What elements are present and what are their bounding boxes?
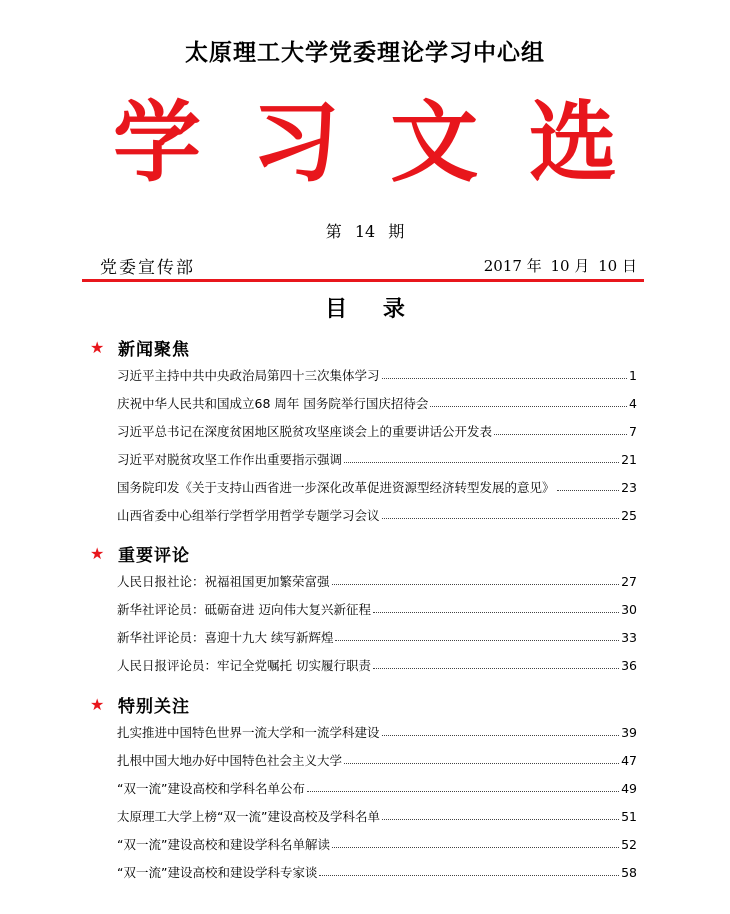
date-month: 10 月 — [550, 257, 590, 275]
star-icon: ★ — [90, 694, 105, 714]
issue-value: 14 — [354, 222, 376, 241]
toc-section-commentary — [90, 539, 640, 679]
leader-dots — [373, 612, 619, 613]
entry-page: 36 — [621, 657, 637, 673]
section-heading — [90, 539, 640, 567]
entry-page: 47 — [621, 752, 637, 768]
toc-entry[interactable] — [117, 746, 637, 774]
toc-entry[interactable] — [117, 802, 637, 830]
issue-prefix: 第 — [325, 222, 342, 241]
entry-page: 52 — [621, 836, 637, 852]
toc-entry-list — [117, 718, 637, 886]
title-char: 选 — [528, 90, 617, 194]
entry-title: “双一流”建设高校和建设学科名单解读 — [117, 837, 330, 852]
toc-section-news — [90, 333, 640, 529]
entry-title: 习近平对脱贫攻坚工作作出重要指示强调 — [117, 452, 343, 467]
entry-title: 太原理工大学上榜“双一流”建设高校及学科名单 — [117, 809, 380, 824]
entry-title: 人民日报社论：祝福祖国更加繁荣富强 — [117, 574, 330, 589]
leader-dots — [382, 819, 619, 820]
entry-title: 新华社评论员：砥砺奋进 迈向伟大复兴新征程 — [117, 602, 371, 617]
toc-entry[interactable] — [117, 473, 637, 501]
leader-dots — [430, 406, 627, 407]
section-title: 重要评论 — [118, 545, 190, 566]
entry-title: 庆祝中华人民共和国成立68 周年 国务院举行国庆招待会 — [117, 396, 429, 411]
toc-heading — [0, 292, 730, 323]
department-name: 党委宣传部 — [100, 258, 195, 278]
toc-entry[interactable] — [117, 417, 637, 445]
leader-dots — [382, 518, 620, 519]
title-char: 学 — [113, 90, 202, 194]
toc-section-special-focus — [90, 690, 640, 886]
toc-entry[interactable] — [117, 774, 637, 802]
entry-page: 58 — [621, 864, 637, 880]
entry-page: 33 — [621, 629, 637, 645]
title-char: 习 — [251, 90, 340, 194]
leader-dots — [335, 640, 619, 641]
leader-dots — [373, 668, 619, 669]
toc-entry-list — [117, 567, 637, 679]
leader-dots — [344, 763, 619, 764]
leader-dots — [494, 434, 627, 435]
entry-page: 27 — [621, 573, 637, 589]
issue-suffix: 期 — [388, 222, 405, 241]
publication-title — [0, 92, 730, 192]
toc-heading-char: 目 — [325, 297, 348, 322]
toc-entry[interactable] — [117, 623, 637, 651]
toc-entry[interactable] — [117, 389, 637, 417]
red-divider — [82, 279, 644, 282]
entry-title: 人民日报评论员：牢记全党嘱托 切实履行职责 — [117, 658, 371, 673]
section-title: 特别关注 — [118, 696, 190, 717]
section-heading — [90, 690, 640, 718]
entry-page: 1 — [629, 367, 637, 383]
toc-entry[interactable] — [117, 595, 637, 623]
date-day: 10 日 — [598, 257, 637, 275]
toc-heading-char: 录 — [382, 297, 405, 322]
entry-page: 39 — [621, 724, 637, 740]
entry-page: 30 — [621, 601, 637, 617]
toc-entry[interactable] — [117, 567, 637, 595]
star-icon: ★ — [90, 337, 105, 357]
toc-entry[interactable] — [117, 830, 637, 858]
entry-title: 习近平主持中共中央政治局第四十三次集体学习 — [117, 368, 380, 383]
leader-dots — [382, 735, 620, 736]
toc-entry-list — [117, 361, 637, 529]
leader-dots — [382, 378, 628, 379]
entry-title: 习近平总书记在深度贫困地区脱贫攻坚座谈会上的重要讲话公开发表 — [117, 424, 493, 439]
publish-date — [480, 255, 637, 276]
entry-page: 51 — [621, 808, 637, 824]
leader-dots — [332, 584, 620, 585]
leader-dots — [557, 490, 620, 491]
entry-page: 49 — [621, 780, 637, 796]
entry-page: 25 — [621, 507, 637, 523]
entry-title: “双一流”建设高校和学科名单公布 — [117, 781, 305, 796]
leader-dots — [332, 847, 619, 848]
date-year: 2017 年 — [483, 257, 542, 275]
entry-page: 23 — [621, 479, 637, 495]
leader-dots — [344, 462, 619, 463]
toc-entry[interactable] — [117, 445, 637, 473]
entry-title: 山西省委中心组举行学哲学用哲学专题学习会议 — [117, 508, 380, 523]
masthead-meta — [100, 253, 637, 277]
toc-entry[interactable] — [117, 858, 637, 886]
entry-page: 21 — [621, 451, 637, 467]
star-icon: ★ — [90, 543, 105, 563]
leader-dots — [319, 875, 619, 876]
entry-title: 扎实推进中国特色世界一流大学和一流学科建设 — [117, 725, 380, 740]
organization-name: 太原理工大学党委理论学习中心组 — [185, 40, 545, 66]
entry-title: 国务院印发《关于支持山西省进一步深化改革促进资源型经济转型发展的意见》 — [117, 480, 555, 495]
entry-title: 新华社评论员：喜迎十九大 续写新辉煌 — [117, 630, 334, 645]
toc-entry[interactable] — [117, 501, 637, 529]
toc-entry[interactable] — [117, 718, 637, 746]
entry-title: 扎根中国大地办好中国特色社会主义大学 — [117, 753, 343, 768]
toc-entry[interactable] — [117, 361, 637, 389]
leader-dots — [307, 791, 619, 792]
section-heading — [90, 333, 640, 361]
section-title: 新闻聚焦 — [118, 339, 190, 360]
toc-entry[interactable] — [117, 651, 637, 679]
entry-page: 4 — [629, 395, 637, 411]
entry-page: 7 — [629, 423, 637, 439]
entry-title: “双一流”建设高校和建设学科专家谈 — [117, 865, 318, 880]
title-char: 文 — [390, 90, 479, 194]
issue-number — [0, 219, 730, 242]
